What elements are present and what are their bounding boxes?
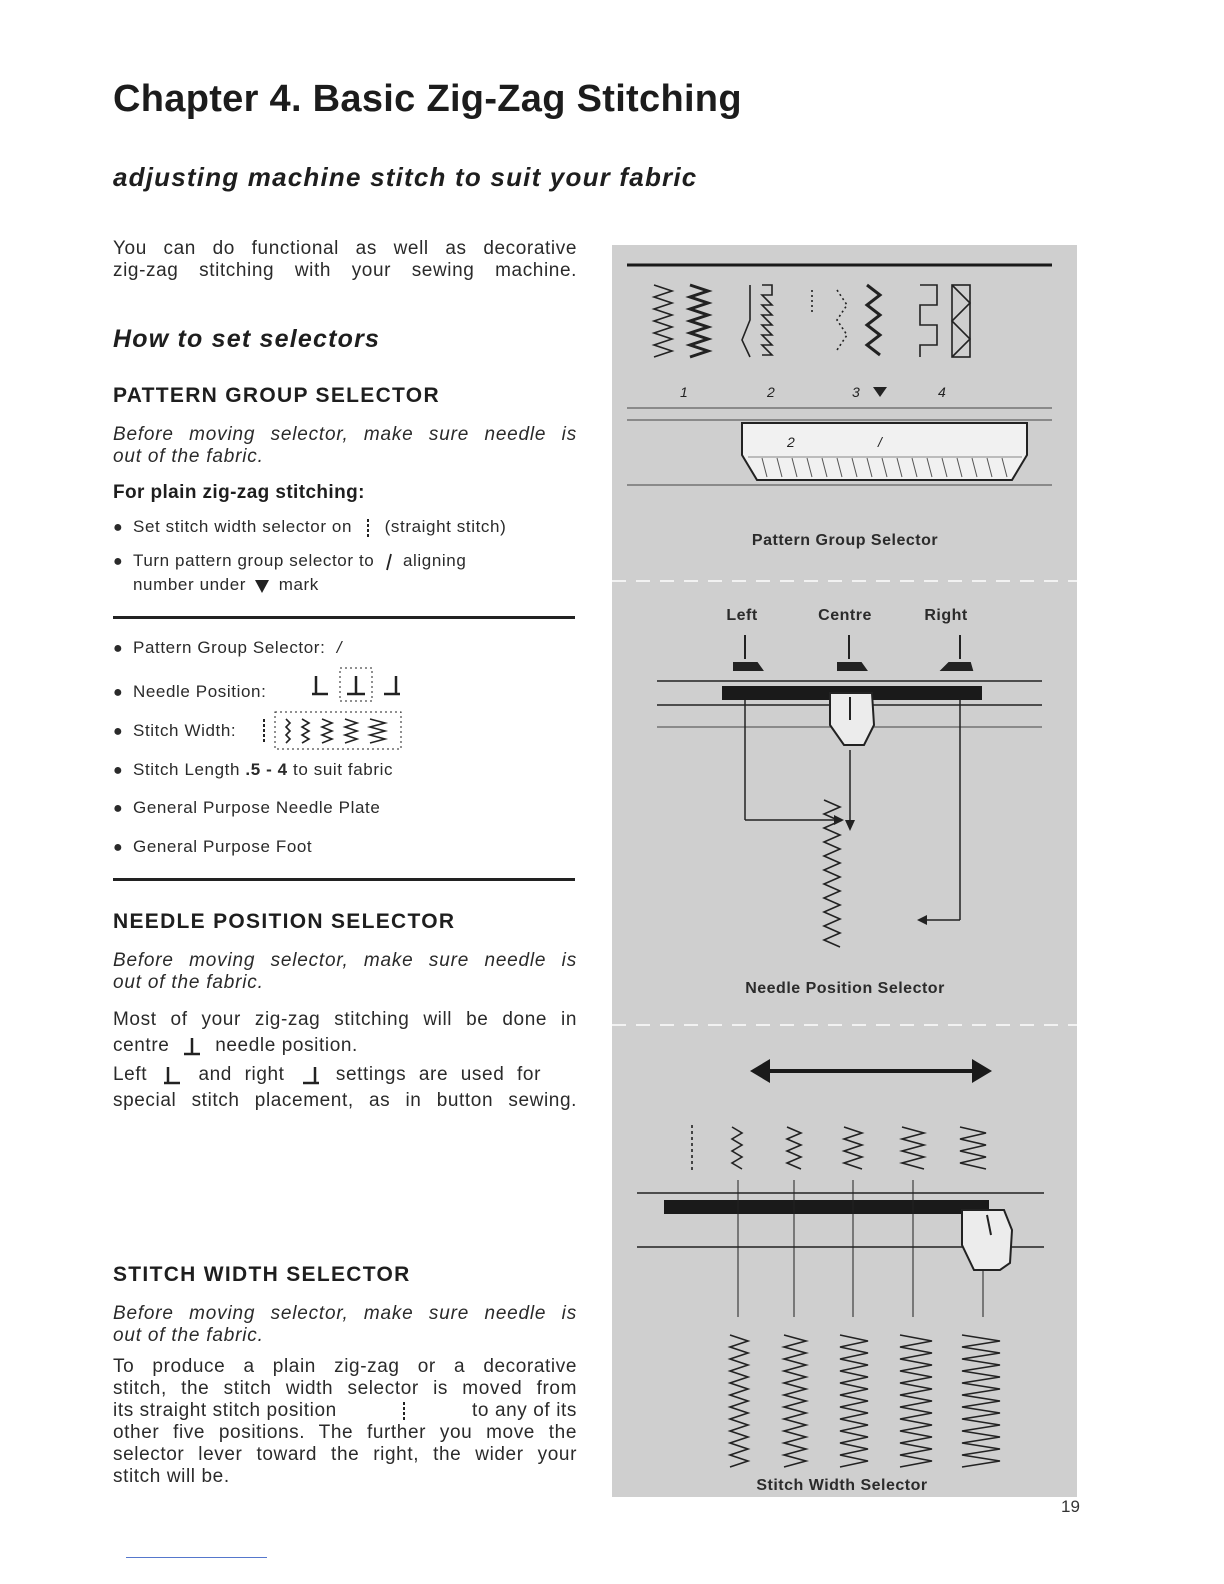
warning-line: Before moving selector, make sure needle is [113, 424, 577, 445]
pattern-caption: Pattern Group Selector [751, 532, 939, 549]
width-3-icon [322, 719, 332, 743]
needle-paragraph-line [113, 1064, 541, 1086]
width-paragraph [113, 1356, 577, 1466]
group-number: 4 [938, 384, 946, 400]
paragraph-text: Left [113, 1064, 148, 1086]
divider [113, 878, 575, 881]
paragraph-text: settings are used for [335, 1064, 541, 1086]
stitch-zigzag-icon [654, 285, 672, 357]
list-item-continued [133, 573, 319, 597]
slash-mark-icon [380, 552, 398, 572]
stitch-dotted-zigzag-icon [837, 290, 847, 350]
paragraph-text: and right [198, 1064, 285, 1086]
result-width-5-icon [962, 1335, 1000, 1467]
bullet-icon: ● [113, 762, 124, 779]
width-5-icon [370, 719, 385, 743]
setting-needle-position [113, 680, 266, 705]
bullet-text: Stitch Width: [133, 721, 237, 740]
needle-caption: Needle Position Selector [745, 980, 945, 997]
stitch-ladder-icon [762, 285, 772, 355]
warning-line: Before moving selector, make sure needle is [113, 950, 577, 971]
width-5-icon [960, 1127, 986, 1169]
needle-icons [734, 635, 972, 670]
pointer-triangle-icon [873, 387, 887, 397]
needle-centre-icon [175, 1035, 209, 1057]
footer-line [126, 1557, 267, 1558]
pattern-dial [742, 423, 1027, 480]
width-1-icon [286, 719, 290, 743]
straight-stitch-icon [357, 518, 379, 538]
paragraph-text: centre [113, 1035, 170, 1057]
needle-position-heading: NEEDLE POSITION SELECTOR [113, 910, 456, 933]
needle-centre-icon [347, 676, 365, 694]
width-2-icon [787, 1127, 801, 1169]
stitch-zigzag-bold-icon [690, 285, 708, 357]
pattern-warning [113, 424, 577, 446]
bullet-icon: ● [113, 553, 124, 570]
setting-plate [113, 796, 380, 821]
needle-warning [113, 950, 577, 972]
width-4-icon [902, 1127, 924, 1169]
needle-left-icon [734, 663, 762, 670]
zigzag-stitch-icon [824, 800, 840, 947]
warning-line: Before moving selector, make sure needle is [113, 1303, 577, 1324]
straight-stitch-icon [394, 1401, 414, 1421]
width-result-stitches [730, 1335, 1000, 1467]
paragraph-line: To produce a plain zig-zag or a decorative [113, 1356, 577, 1377]
needle-left-icon [312, 676, 328, 694]
width-caption: Stitch Width Selector [756, 1477, 928, 1494]
width-2-icon [302, 719, 309, 743]
width-warning [113, 1303, 577, 1325]
needle-centre-icon [838, 663, 866, 670]
stitch-width-heading: STITCH WIDTH SELECTOR [113, 1263, 411, 1286]
stitch-box-icon [952, 285, 970, 357]
down-triangle-icon [251, 577, 273, 595]
bullet-icon: ● [113, 800, 124, 817]
bullet-text: Set stitch width selector on [133, 517, 353, 536]
paragraph-line: other five positions. The further you move the [113, 1422, 577, 1443]
divider [113, 616, 575, 619]
needle-label: Left [726, 607, 758, 624]
bullet-icon: ● [113, 839, 124, 856]
needle-left-icon [160, 1064, 186, 1086]
list-item [113, 549, 583, 574]
bullet-text: Needle Position: [133, 682, 267, 701]
bullet-text: Stitch Length [133, 760, 241, 779]
bullet-text: (straight stitch) [384, 517, 507, 536]
pattern-group-heading: PATTERN GROUP SELECTOR [113, 384, 440, 407]
setting-stitch-width [113, 719, 236, 744]
paragraph-line: special stitch placement, as in button sewing. [113, 1090, 577, 1111]
needle-paragraph [113, 1009, 577, 1031]
dial-value: 2 [787, 434, 795, 450]
needle-label: Centre [818, 607, 872, 624]
pattern-value: / [336, 638, 343, 657]
paragraph-text: needle position. [215, 1035, 358, 1057]
chapter-title: Chapter 4. Basic Zig-Zag Stitching [113, 78, 742, 120]
paragraph-text: its straight stitch position [113, 1400, 337, 1421]
warning-line: out of the fabric. [113, 972, 264, 993]
needle-right-icon [942, 663, 972, 670]
group-number: 3 [852, 384, 860, 400]
list-item [113, 515, 583, 540]
setting-stitch-length [113, 758, 393, 783]
paragraph-line: stitch will be. [113, 1466, 230, 1487]
plain-heading: For plain zig-zag stitching: [113, 482, 365, 503]
bullet-icon: ● [113, 684, 124, 701]
needle-label: Right [924, 607, 968, 624]
bullet-text: Turn pattern group selector to [133, 551, 375, 570]
bullet-text: Pattern Group Selector: [133, 638, 326, 657]
width-3-icon [844, 1127, 862, 1169]
warning-line: out of the fabric. [113, 1325, 264, 1346]
width-stitch-icons [692, 1125, 986, 1170]
figure-illustration [612, 245, 1077, 1497]
result-width-1-icon [730, 1335, 748, 1467]
bullet-text: General Purpose Foot [133, 837, 313, 856]
needle-right-icon [384, 676, 400, 694]
page-number: 19 [1061, 1497, 1080, 1516]
warning-line: out of the fabric. [113, 446, 264, 467]
stitch-satin-icon [867, 285, 880, 355]
stitch-box-zigzag-icon [952, 285, 970, 357]
intro-line: zig-zag stitching with your sewing machine. [113, 260, 577, 281]
width-1-icon [732, 1127, 742, 1169]
paragraph-line: selector lever toward the right, the wider your [113, 1444, 577, 1465]
stitch-width-icons [256, 709, 406, 753]
needle-right-icon [297, 1064, 323, 1086]
needle-paragraph-line [113, 1035, 358, 1057]
result-width-4-icon [900, 1335, 932, 1467]
figure-panel [612, 245, 1077, 1497]
intro-line: You can do functional as well as decorative [113, 238, 577, 259]
intro-paragraph [113, 238, 577, 282]
group-number: 1 [680, 384, 688, 400]
bullet-text: General Purpose Needle Plate [133, 798, 381, 817]
paragraph-line: Most of your zig-zag stitching will be done in [113, 1009, 577, 1030]
bullet-text: number under [133, 575, 247, 594]
paragraph-text: to any of its [472, 1400, 577, 1421]
stitch-blind-icon [742, 285, 750, 357]
width-slot [664, 1200, 989, 1214]
result-width-2-icon [784, 1335, 806, 1467]
result-width-3-icon [840, 1335, 868, 1467]
dial-value: / [878, 434, 882, 450]
bullet-icon: ● [113, 640, 124, 657]
stitch-square-icon [920, 285, 937, 357]
pattern-stitches [654, 285, 970, 357]
subtitle: adjusting machine stitch to suit your fabric [113, 162, 698, 192]
setting-foot [113, 835, 312, 860]
paragraph-line: stitch, the stitch width selector is moved from [113, 1378, 577, 1399]
bullet-text: mark [278, 575, 319, 594]
setting-pattern-group [113, 636, 342, 661]
bullet-text: to suit fabric [293, 760, 394, 779]
bullet-text: aligning [402, 551, 467, 570]
paragraph-line [113, 1400, 577, 1422]
needle-paragraph [113, 1090, 577, 1112]
needle-lever [830, 693, 874, 745]
bullet-icon: ● [113, 519, 124, 536]
stitch-length-value: .5 - 4 [245, 760, 288, 779]
how-to-heading: How to set selectors [113, 325, 381, 353]
width-4-icon [345, 719, 357, 743]
group-number: 2 [767, 384, 775, 400]
bullet-icon: ● [113, 723, 124, 740]
needle-position-icons [306, 664, 406, 704]
